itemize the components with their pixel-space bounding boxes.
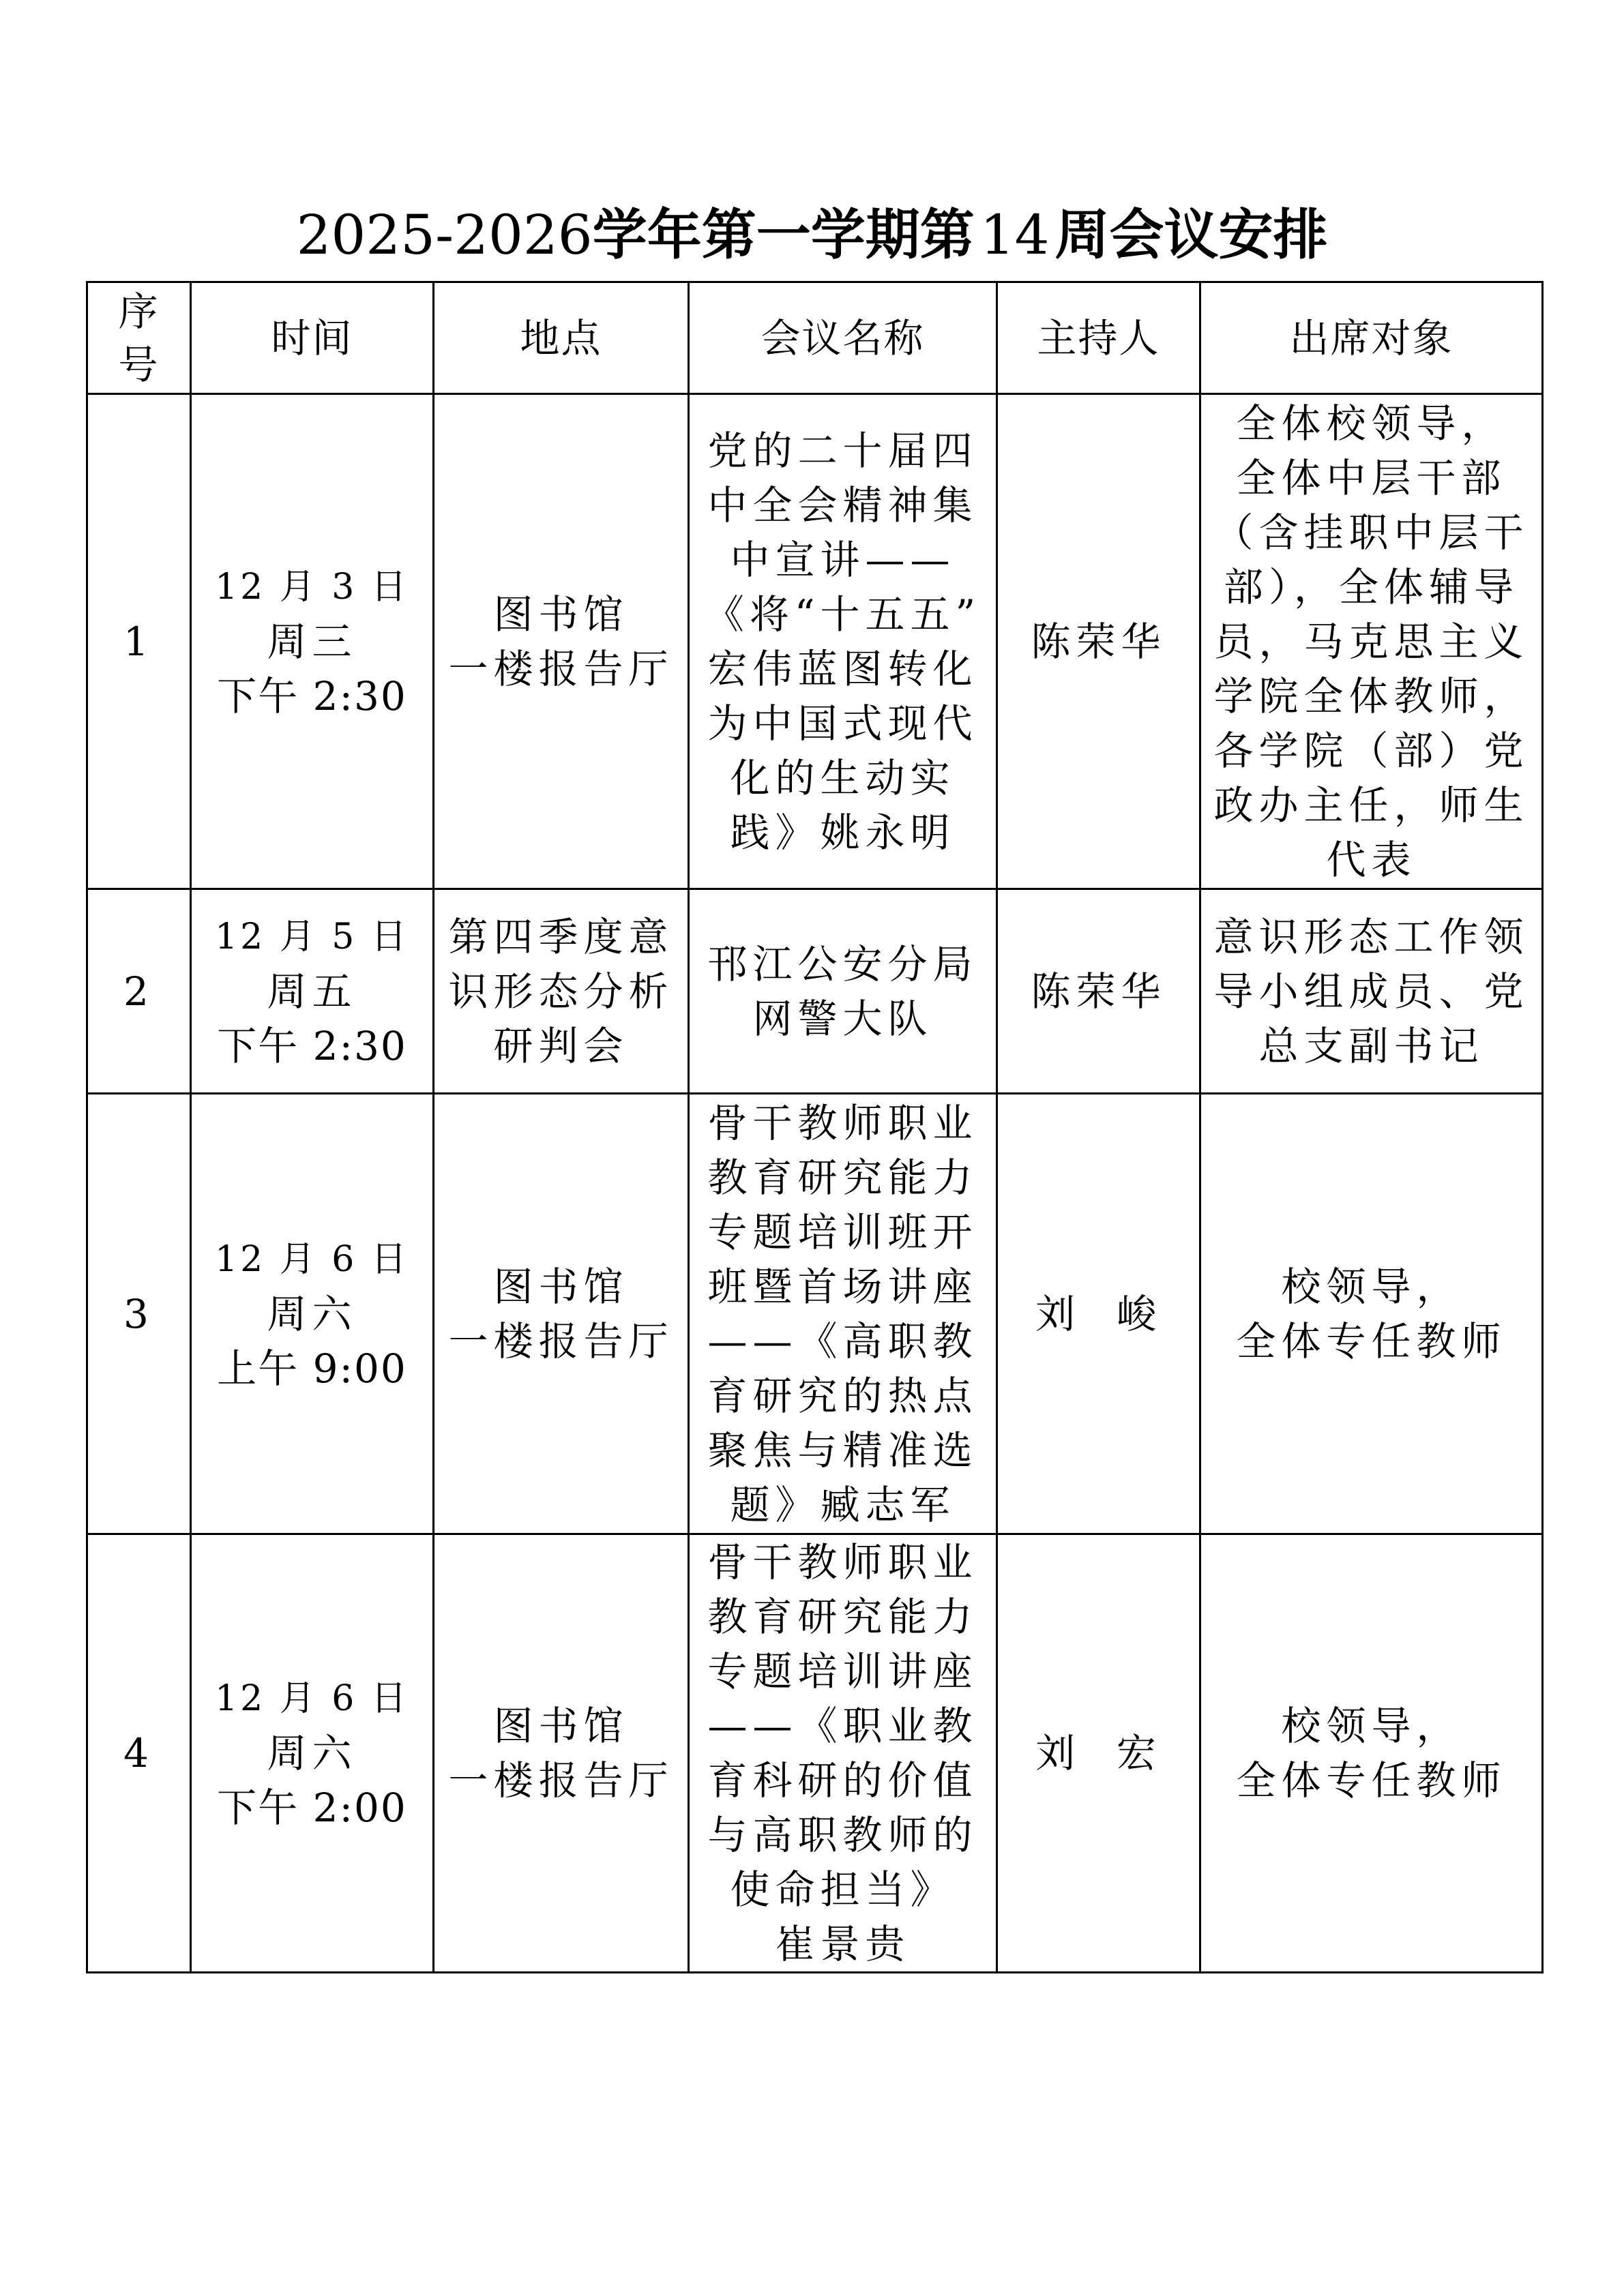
cell-meeting [689, 1534, 997, 1973]
cell-attendees-line: 全体专任教师 [1236, 1317, 1507, 1365]
cell-seq: 3 [87, 1094, 191, 1534]
table-row [87, 1094, 1543, 1534]
cell-host [997, 889, 1200, 1094]
cell-attendees-line: （含挂职中层干 [1213, 509, 1529, 556]
table-header-row [87, 282, 1543, 394]
cell-meeting-line: 育科研的价值 [707, 1757, 978, 1804]
cell-attendees [1200, 1534, 1543, 1973]
header-place: 地点 [434, 282, 689, 394]
cell-host [997, 1534, 1200, 1973]
table-row [87, 889, 1543, 1094]
cell-meeting-line: 与高职教师的 [707, 1812, 978, 1858]
cell-time [191, 1094, 434, 1534]
cell-meeting-line: 中全会精神集 [707, 481, 978, 528]
cell-host-name: 刘 峻 [1035, 1290, 1162, 1337]
cell-attendees-line: 导小组成员、党 [1213, 968, 1529, 1015]
cell-attendees-line: 意识形态工作领 [1213, 913, 1529, 960]
meeting-schedule-table [86, 281, 1544, 1973]
cell-meeting-line: 宏伟蓝图转化 [707, 645, 978, 692]
cell-host-name: 刘 宏 [1035, 1730, 1162, 1776]
cell-attendees-line: 全体中层干部 [1236, 454, 1507, 501]
cell-attendees-line: 员，马克思主义 [1213, 618, 1529, 665]
cell-meeting-line: 教育研究能力 [707, 1594, 978, 1640]
cell-meeting-line: 中宣讲—— [730, 536, 956, 583]
cell-place-line: 图书馆 [493, 1703, 629, 1749]
cell-place-line: 一楼报告厅 [448, 1317, 674, 1365]
cell-time [191, 394, 434, 889]
cell-place-line: 第四季度意 [448, 913, 674, 960]
cell-meeting-line: 为中国式现代 [707, 700, 978, 747]
cell-meeting-line: 崔景贵 [775, 1921, 911, 1967]
cell-clock: 下午 2:00 [217, 1785, 407, 1831]
cell-place-line: 图书馆 [493, 1263, 629, 1310]
cell-attendees-line: 代表 [1326, 836, 1417, 883]
cell-place [434, 1094, 689, 1534]
cell-clock: 下午 2:30 [217, 1022, 407, 1069]
cell-attendees-line: 政办主任，师生 [1213, 781, 1529, 829]
cell-place [434, 1534, 689, 1973]
header-meeting: 会议名称 [689, 282, 997, 394]
header-time: 时间 [191, 282, 434, 394]
cell-attendees [1200, 394, 1543, 889]
cell-host [997, 394, 1200, 889]
cell-meeting-line: 专题培训班开 [707, 1208, 978, 1255]
cell-meeting-line: ——《高职教 [707, 1317, 978, 1365]
cell-place-line: 一楼报告厅 [448, 645, 674, 692]
table-row [87, 1534, 1543, 1973]
cell-meeting-line: 骨干教师职业 [707, 1539, 978, 1585]
cell-meeting-line: 班暨首场讲座 [707, 1263, 978, 1310]
cell-meeting [689, 1094, 997, 1534]
cell-seq: 1 [87, 394, 191, 889]
cell-attendees-line: 学院全体教师， [1213, 672, 1529, 719]
title-week-number: 14 [979, 203, 1050, 267]
cell-meeting-line: 党的二十届四 [707, 427, 978, 474]
header-seq: 序号 [87, 282, 191, 394]
cell-date: 12 月 6 日 [215, 1238, 409, 1280]
cell-meeting-line: 邗江公安分局 [707, 940, 978, 987]
cell-place-line: 图书馆 [493, 591, 629, 638]
title-part-1: 学年第一学期第 [592, 203, 975, 267]
cell-attendees [1200, 1094, 1543, 1534]
cell-date: 12 月 3 日 [215, 566, 409, 608]
title-part-2: 周会议安排 [1054, 203, 1328, 267]
cell-attendees-line: 校领导， [1281, 1263, 1462, 1310]
cell-time [191, 1534, 434, 1973]
cell-meeting-line: 骨干教师职业 [707, 1099, 978, 1146]
cell-time [191, 889, 434, 1094]
cell-date: 12 月 5 日 [215, 916, 409, 957]
table-body [87, 394, 1543, 1973]
cell-meeting-line: 使命担当》 [730, 1866, 956, 1913]
cell-attendees-line: 全体校领导， [1236, 400, 1507, 447]
cell-host [997, 1094, 1200, 1534]
page-title [0, 198, 1624, 273]
cell-meeting-line: 网警大队 [752, 995, 933, 1042]
cell-place [434, 394, 689, 889]
cell-meeting-line: 育研究的热点 [707, 1372, 978, 1419]
title-year-range: 2025-2026 [296, 203, 593, 267]
cell-clock: 下午 2:30 [217, 672, 407, 719]
cell-meeting-line: 《将“十五五” [704, 591, 981, 638]
cell-meeting [689, 889, 997, 1094]
cell-meeting [689, 394, 997, 889]
cell-attendees-line: 各学院（部）党 [1213, 727, 1529, 774]
cell-clock: 上午 9:00 [217, 1345, 407, 1392]
cell-place-line: 识形态分析 [448, 968, 674, 1015]
cell-weekday: 周六 [267, 1290, 357, 1337]
cell-place-line: 研判会 [493, 1022, 629, 1069]
cell-attendees-line: 校领导， [1281, 1703, 1462, 1749]
cell-weekday: 周五 [267, 968, 357, 1015]
table-row [87, 394, 1543, 889]
cell-weekday: 周六 [267, 1730, 357, 1776]
cell-meeting-line: 化的生动实 [730, 754, 956, 801]
cell-meeting-line: 践》姚永明 [730, 809, 956, 856]
cell-attendees-line: 部），全体辅导 [1223, 563, 1519, 610]
cell-meeting-line: 聚焦与精准选 [707, 1427, 978, 1474]
cell-place [434, 889, 689, 1094]
cell-attendees-line: 总支副书记 [1258, 1022, 1484, 1069]
cell-attendees-line: 全体专任教师 [1236, 1757, 1507, 1804]
cell-meeting-line: 教育研究能力 [707, 1154, 978, 1201]
cell-weekday: 周三 [267, 618, 357, 665]
cell-host-name: 陈荣华 [1031, 968, 1166, 1015]
header-attendees: 出席对象 [1200, 282, 1543, 394]
cell-seq: 4 [87, 1534, 191, 1973]
cell-seq: 2 [87, 889, 191, 1094]
cell-meeting-line: 专题培训讲座 [707, 1648, 978, 1695]
cell-date: 12 月 6 日 [215, 1678, 409, 1719]
cell-attendees [1200, 889, 1543, 1094]
cell-place-line: 一楼报告厅 [448, 1757, 674, 1804]
cell-meeting-line: 题》臧志军 [730, 1481, 956, 1528]
header-host: 主持人 [997, 282, 1200, 394]
cell-host-name: 陈荣华 [1031, 618, 1166, 665]
cell-meeting-line: ——《职业教 [707, 1703, 978, 1749]
